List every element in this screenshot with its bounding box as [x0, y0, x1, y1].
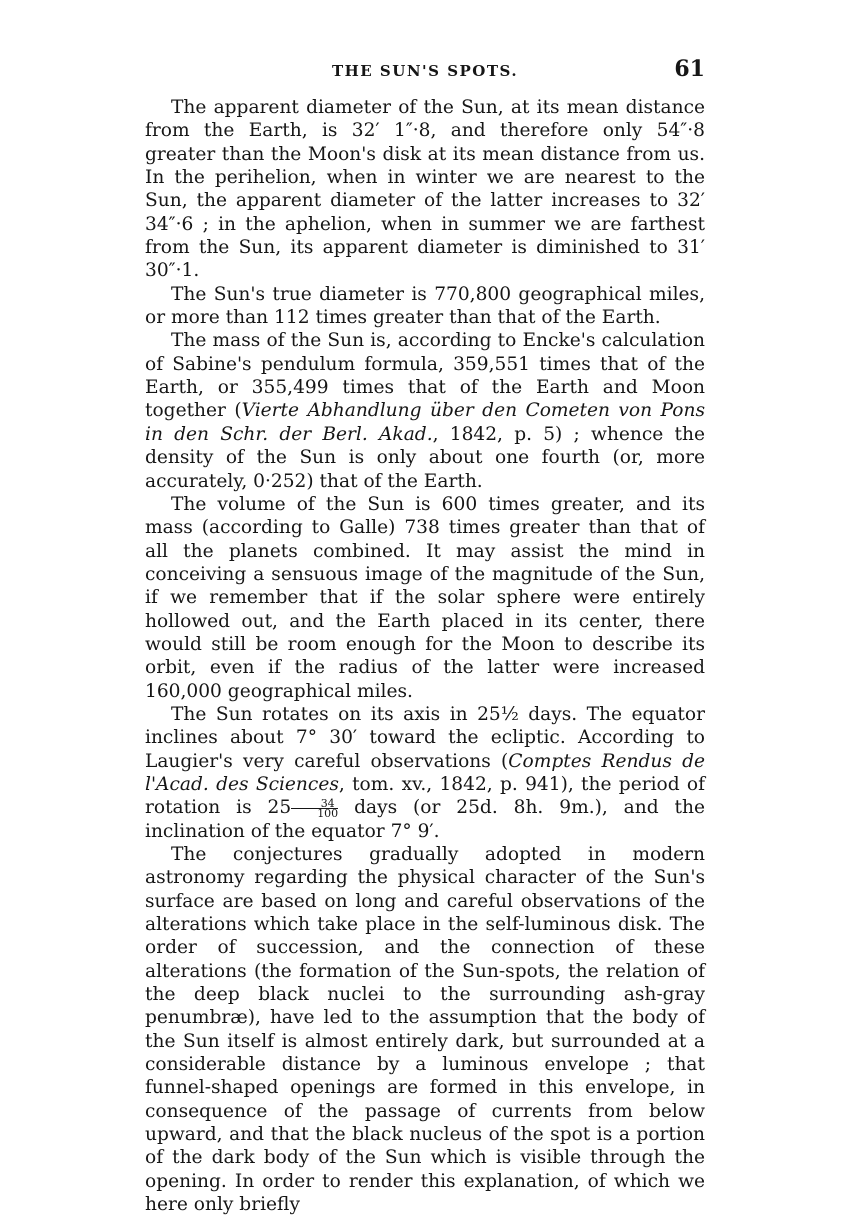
paragraph-rotation-text-3: days (or 25d. 8h. 9m.), and the inclination of the equator 7° 9′. — [145, 797, 705, 842]
paragraph-volume: The volume of the Sun is 600 times greater, and its mass (according to Galle) 738 times greater than that of all the planets combined. It may assist the mind in conceiving a sensuous image of the magnitude of the Sun, if we remember that if the solar sphere were entirely hollowed out, and the Earth placed in its center, there would still be room enough for the Moon to describe its orbit, even if the radius of the latter were increased 160,000 geographical miles. — [145, 493, 705, 702]
fraction-denominator: 100 — [317, 806, 339, 820]
running-head — [145, 56, 705, 86]
paragraph-conjectures: The conjectures gradually adopted in modern astronomy regarding the physical character of the Sun's surface are based on long and careful observations of the alterations which take place in the self-luminous disk. The order of succession, and the connection of these alterations (the formation of the Sun-spots, the relation of the deep black nuclei to the surrounding ash-gray penumbræ), have led to the assumption that the body of the Sun itself is almost entirely dark, but surrounded at a considerable distance by a luminous envelope ; that funnel-shaped openings are formed in this envelope, in consequence of the passage of currents from below upward, and that the black nucleus of the spot is a portion of the dark body of the Sun which is visible through the opening. In order to render this explanation, of which we here only briefly — [145, 844, 705, 1216]
paragraph-mass — [145, 329, 705, 492]
fraction-numerator: 34 — [291, 799, 338, 809]
running-title: THE SUN'S SPOTS. — [331, 62, 519, 80]
paragraph-rotation-text-2: , tom. xv., 1842, p. 941), the period of rotation is 25 — [145, 773, 705, 819]
paragraph-rotation — [145, 703, 705, 843]
citation-laugier: Comptes Rendus de l'Acad. des Sciences — [145, 750, 705, 795]
paragraph-mass-text-1: The mass of the Sun is, according to Encke's calculation of Sabine's pendulum formula, 359,551 times that of the Earth, or 355,499 times that of the Earth and Moon together ( — [145, 330, 705, 422]
book-page — [145, 56, 705, 1217]
paragraph-true-diameter: The Sun's true diameter is 770,800 geographical miles, or more than 112 times greater than that of the Earth. — [145, 283, 705, 329]
citation-encke: Vierte Abhandlung über den Cometen von Pons in den Schr. der Berl. Akad. — [145, 400, 706, 445]
body-text — [145, 96, 705, 1217]
paragraph-rotation-text-1: The Sun rotates on its axis in 25½ days. The equator inclines about 7° 30′ toward the ecliptic. According to Laugier's very careful observations ( — [145, 703, 705, 772]
fraction — [291, 796, 339, 820]
paragraph-mass-text-2: , 1842, p. 5) ; whence the density of the Sun is only about one fourth (or, more accurately, 0·252) that of the Earth. — [145, 423, 705, 492]
page-number: 61 — [674, 56, 705, 82]
paragraph-apparent-diameter: The apparent diameter of the Sun, at its mean distance from the Earth, is 32′ 1″·8, and therefore only 54″·8 greater than the Moon's disk at its mean distance from us. In the perihelion, when in winter we are nearest to the Sun, the apparent diameter of the latter increases to 32′ 34″·6 ; in the aphelion, when in summer we are farthest from the Sun, its apparent diameter is diminished to 31′ 30″·1. — [145, 97, 705, 282]
